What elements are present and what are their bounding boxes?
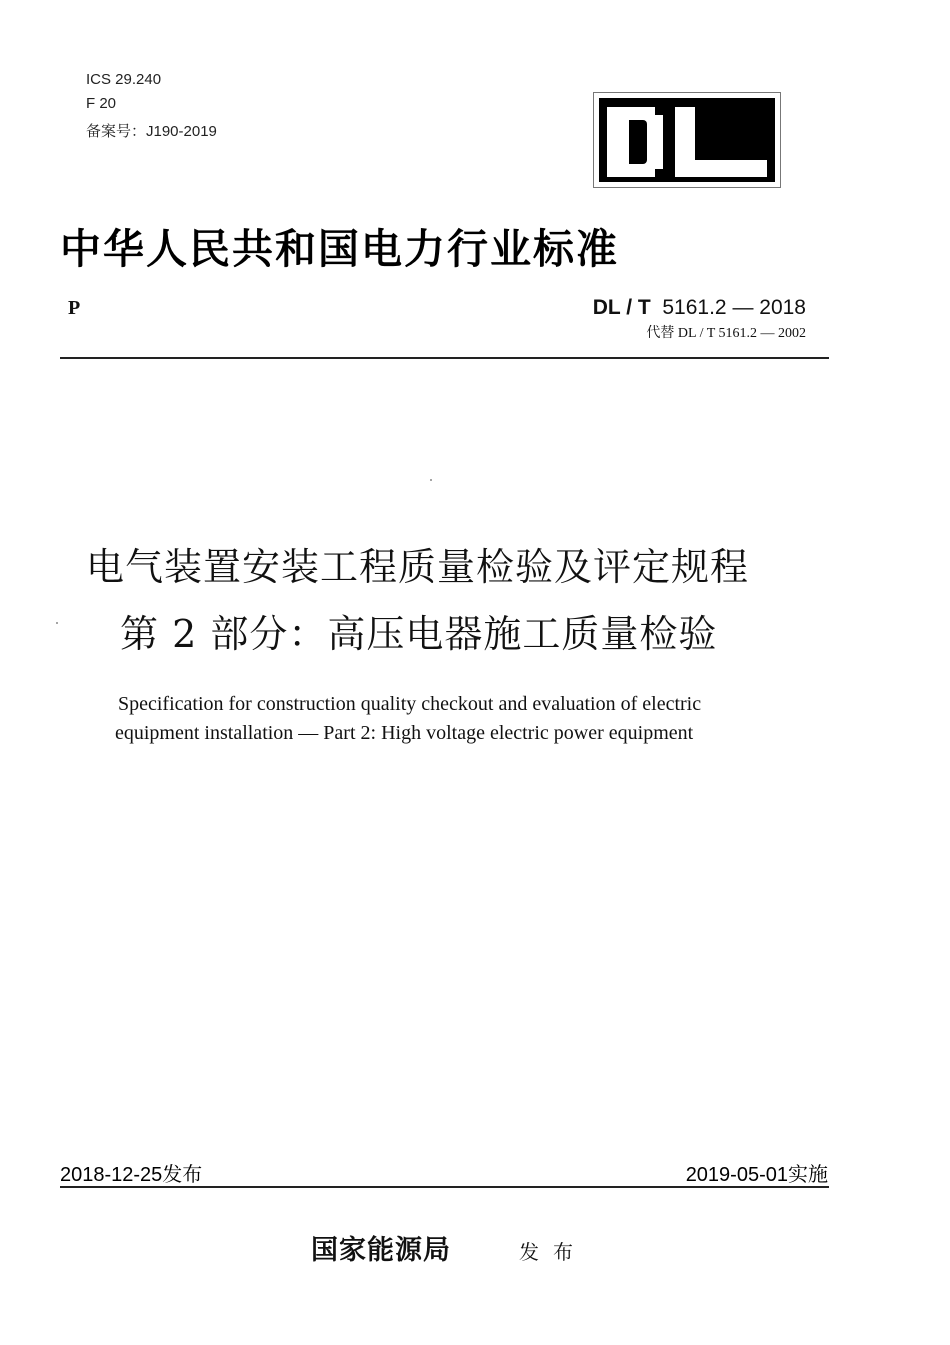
english-title-line-2: equipment installation — Part 2: High voltage electric power equipment bbox=[115, 722, 694, 744]
chinese-title-line-1: 电气装置安装工程质量检验及评定规程 bbox=[86, 545, 750, 589]
standard-number bbox=[593, 296, 806, 320]
replaced-standard: 代替 DL / T 5161.2 — 2002 bbox=[646, 326, 806, 341]
chinese-title-line-2: 第 2 部分：高压电器施工质量检验 bbox=[120, 612, 718, 656]
standard-number-value: 5161.2 — 2018 bbox=[662, 296, 806, 319]
standard-category-heading: 中华人民共和国电力行业标准 bbox=[60, 225, 619, 273]
dl-logo bbox=[593, 92, 781, 188]
scan-speck bbox=[430, 479, 432, 481]
issue-date: 2018-12-25发布 bbox=[60, 1164, 203, 1186]
bottom-divider bbox=[60, 1186, 829, 1188]
ccs-code: F 20 bbox=[86, 95, 117, 112]
filing-number: 备案号：J190-2019 bbox=[86, 123, 217, 140]
standard-number-prefix: DL / T bbox=[592, 296, 651, 319]
top-divider bbox=[60, 357, 829, 359]
implementation-date: 2019-05-01实施 bbox=[685, 1164, 828, 1186]
scan-speck bbox=[56, 622, 58, 624]
issuing-authority: 国家能源局 bbox=[311, 1235, 451, 1266]
logo-letter-d bbox=[607, 107, 663, 177]
issue-label: 发布 bbox=[519, 1240, 587, 1264]
ics-code: ICS 29.240 bbox=[86, 71, 162, 88]
english-title-line-1: Specification for construction quality checkout and evaluation of electric bbox=[118, 693, 702, 715]
standard-class-letter: P bbox=[68, 297, 81, 319]
